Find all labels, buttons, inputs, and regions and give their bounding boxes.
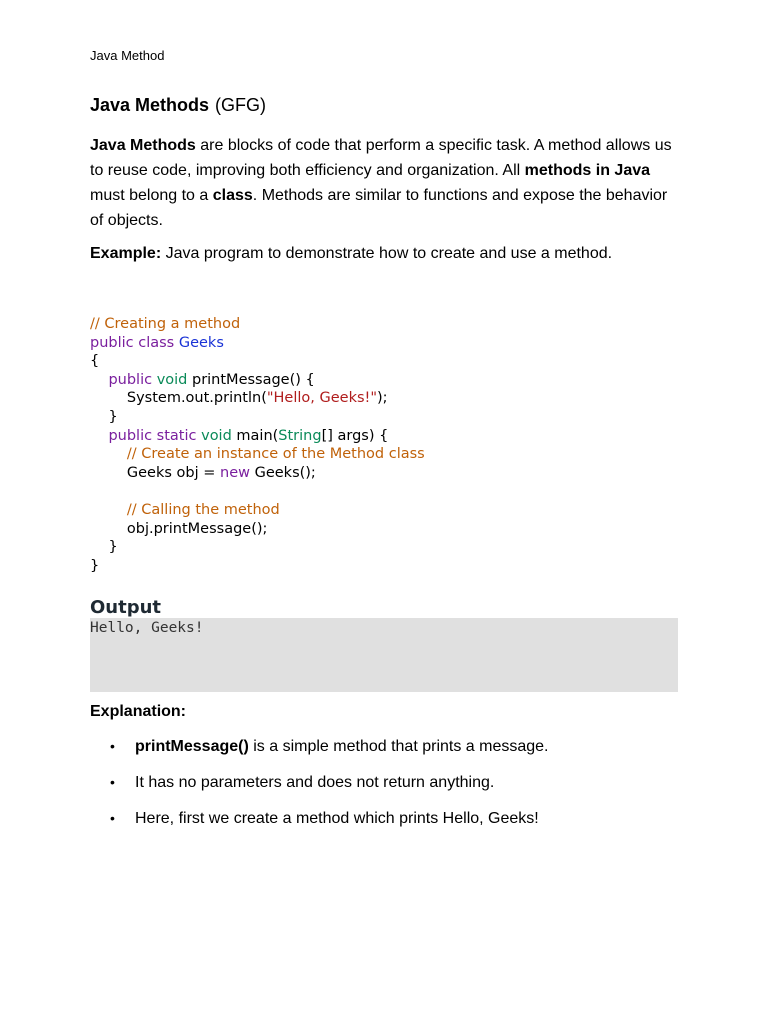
code-type: void [156, 371, 188, 388]
title-main: Java Methods [90, 95, 210, 115]
code-keyword: public static [108, 427, 202, 444]
code-comment: // Create an instance of the Method class [126, 446, 425, 463]
intro-paragraph [90, 133, 678, 233]
code-string: "Hello, Geeks!" [266, 390, 378, 407]
code-keyword: new [220, 464, 250, 481]
code-line: } [108, 539, 118, 556]
code-line: Geeks(); [249, 464, 316, 481]
list-item [110, 774, 670, 810]
code-line: Geeks obj = [126, 464, 220, 481]
intro-text-3: . Methods are similar to functions and expose the behavior of objects. [90, 187, 668, 229]
bullet-icon: • [110, 738, 115, 754]
output-box [90, 618, 678, 692]
output-heading: Output [90, 597, 162, 618]
code-keyword: public class [90, 334, 179, 351]
code-line: printMessage() { [187, 371, 315, 388]
title-sub: (GFG) [215, 95, 267, 115]
code-line: { [90, 353, 100, 370]
code-line: } [108, 408, 118, 425]
code-comment: // Creating a method [90, 316, 241, 332]
bullet-icon: • [110, 774, 115, 790]
code-block [90, 315, 678, 575]
explanation-heading: Explanation: [90, 703, 187, 720]
code-line: ); [377, 390, 388, 407]
bullet-bold: printMessage() [135, 738, 249, 755]
code-comment: // Calling the method [126, 501, 280, 518]
document-header: Java Method [90, 48, 165, 63]
intro-text-1: are blocks of code that perform a specific task. A method allows us to reuse code, improving both efficiency and organization. All [90, 137, 672, 179]
code-line: obj.printMessage(); [126, 520, 268, 537]
code-line: main( [231, 427, 279, 444]
intro-text-2: must belong to a [90, 187, 213, 204]
example-label: Example: [90, 245, 162, 262]
code-class-name: Geeks [178, 334, 224, 351]
code-line: } [90, 557, 100, 574]
list-item [110, 738, 670, 774]
bullet-text: is a simple method that prints a message. [248, 738, 549, 755]
list-item [110, 810, 670, 846]
bullet-text: It has no parameters and does not return anything. [135, 774, 495, 791]
code-type: void [201, 427, 232, 444]
example-line [90, 245, 612, 263]
code-type: String [278, 427, 322, 444]
code-line: System.out.println( [126, 390, 267, 407]
output-text: Hello, Geeks! [90, 620, 204, 636]
code-keyword: public [108, 371, 157, 388]
intro-bold-3: class [212, 187, 253, 204]
code-line: [] args) { [321, 427, 389, 444]
intro-bold-2: methods in Java [524, 162, 651, 179]
intro-bold-1: Java Methods [90, 137, 196, 154]
bullet-text: Here, first we create a method which prints Hello, Geeks! [135, 810, 539, 827]
page-title [90, 95, 266, 116]
explanation-list [110, 738, 670, 846]
example-text: Java program to demonstrate how to create and use a method. [161, 245, 613, 262]
bullet-icon: • [110, 810, 115, 826]
